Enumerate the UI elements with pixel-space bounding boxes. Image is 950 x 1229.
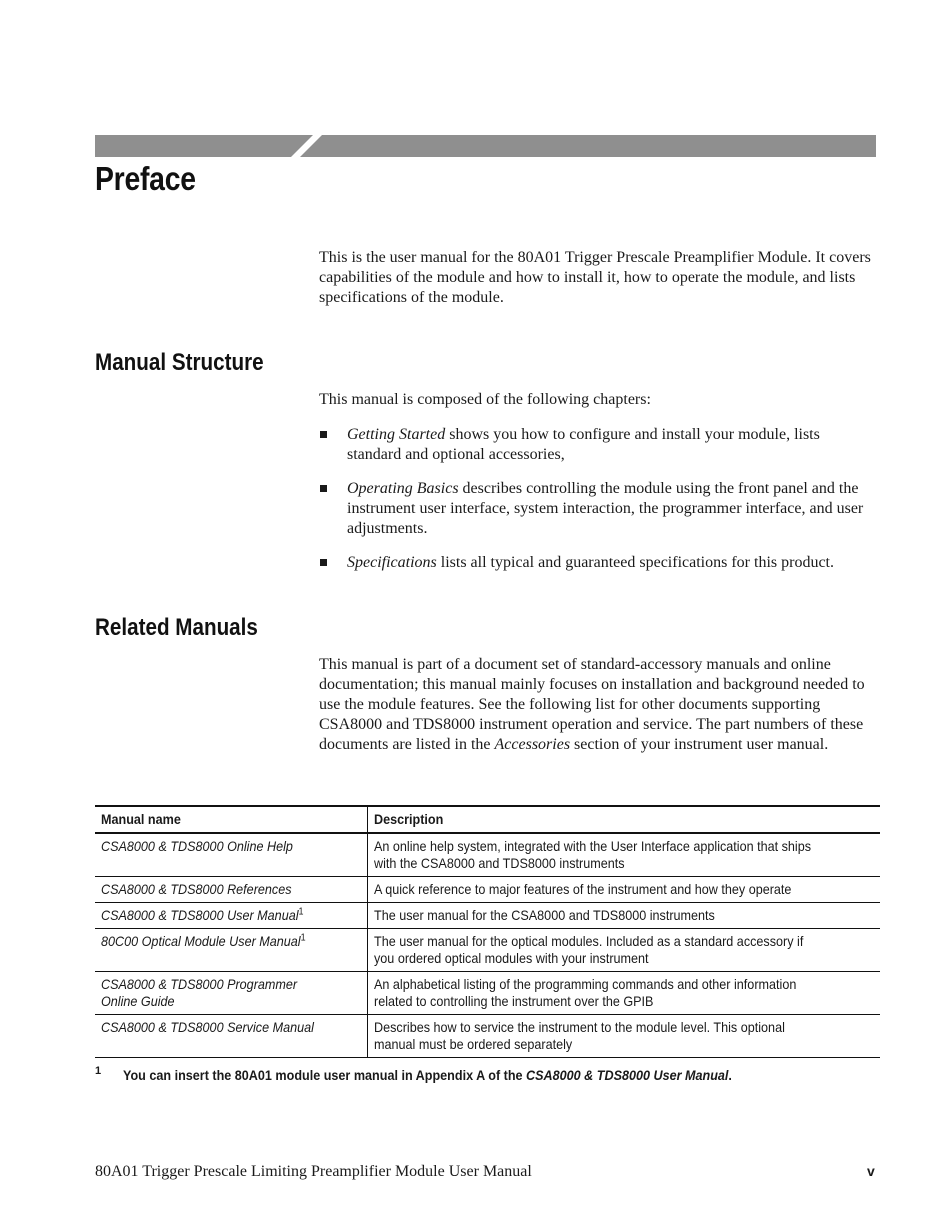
paragraph-text: This manual is part of a document set of standard-accessory manuals and online documentation; this manual mainly focuses on installation and background needed to use the module features. See the following list for other documents supporting CSA8000 and TDS8000 instrument operation and service. The part numbers of these documents are listed in the [319, 656, 865, 753]
manual-name-cell: CSA8000 & TDS8000 Programmer Online Guide [95, 972, 368, 1015]
table-row [95, 833, 880, 877]
preface-intro: This is the user manual for the 80A01 Trigger Prescale Preamplifier Module. It covers capabilities of the module and how to install it, how to operate the module, and lists specifications of the module. [319, 249, 871, 306]
square-bullet-icon [320, 431, 327, 438]
related-manuals-heading: Related Manuals [95, 614, 258, 641]
table-row [95, 903, 880, 929]
manual-name-cell: 80C00 Optical Module User Manual$^1$ [95, 929, 368, 972]
square-bullet-icon [320, 559, 327, 566]
description-cell: A quick reference to major features of the instrument and how they operate [374, 881, 792, 897]
related-manuals-table [95, 805, 880, 1058]
related-manuals-paragraph [319, 655, 874, 755]
chapter-header-bar [95, 135, 876, 157]
manual-structure-heading: Manual Structure [95, 349, 264, 376]
description-cell: The user manual for the optical modules. Included as a standard accessory if you ordered optical modules with your instrument [374, 933, 804, 966]
description-cell: The user manual for the CSA8000 and TDS8000 instruments [374, 907, 715, 923]
square-bullet-icon [320, 485, 327, 492]
page-number: v [867, 1163, 875, 1179]
table-row [95, 1015, 880, 1058]
description-cell: Describes how to service the instrument to the module level. This optional manual must be ordered separately [374, 1019, 785, 1052]
description-cell: An alphabetical listing of the programming commands and other information related to controlling the instrument over the GPIB [374, 976, 797, 1009]
chapter-name: Operating Basics [347, 480, 459, 497]
manual-name-cell: CSA8000 & TDS8000 User Manual$^1$ [95, 903, 368, 929]
list-item [319, 425, 874, 465]
paragraph-text: section of your instrument user manual. [570, 736, 829, 753]
table-row [95, 877, 880, 903]
manual-name-cell: CSA8000 & TDS8000 Online Help [95, 833, 368, 877]
chapter-name: Specifications [347, 554, 437, 571]
page-title: Preface [95, 160, 196, 197]
table-row [95, 972, 880, 1015]
chapter-name: Getting Started [347, 426, 446, 443]
list-item [319, 553, 874, 573]
footnote-mark: 1 [95, 1065, 102, 1077]
manual-structure-lead: This manual is composed of the following chapters: [319, 391, 651, 408]
chapter-list [319, 425, 874, 587]
chapter-description: lists all typical and guaranteed specifications for this product. [436, 554, 834, 571]
footnote-text: You can insert the 80A01 module user manual in Appendix A of the CSA8000 & TDS8000 User Manual. [123, 1067, 732, 1083]
column-header-manual-name: Manual name [95, 806, 368, 833]
accessories-reference: Accessories [494, 736, 571, 753]
chapter-description: shows you how to configure and install your module, lists standard and optional accessories, [347, 426, 820, 463]
footer-manual-title: 80A01 Trigger Prescale Limiting Preamplifier Module User Manual [95, 1163, 532, 1180]
list-item [319, 479, 874, 539]
chapter-description: describes controlling the module using the front panel and the instrument user interface, system interaction, the programmer interface, and user adjustments. [347, 480, 864, 537]
manual-name-cell: CSA8000 & TDS8000 Service Manual [95, 1015, 368, 1058]
table-header-row [95, 806, 880, 833]
column-header-description: Description [374, 811, 444, 827]
table-row [95, 929, 880, 972]
description-cell: An online help system, integrated with the User Interface application that ships with the CSA8000 and TDS8000 instruments [374, 838, 812, 871]
manual-name-cell: CSA8000 & TDS8000 References [95, 877, 368, 903]
